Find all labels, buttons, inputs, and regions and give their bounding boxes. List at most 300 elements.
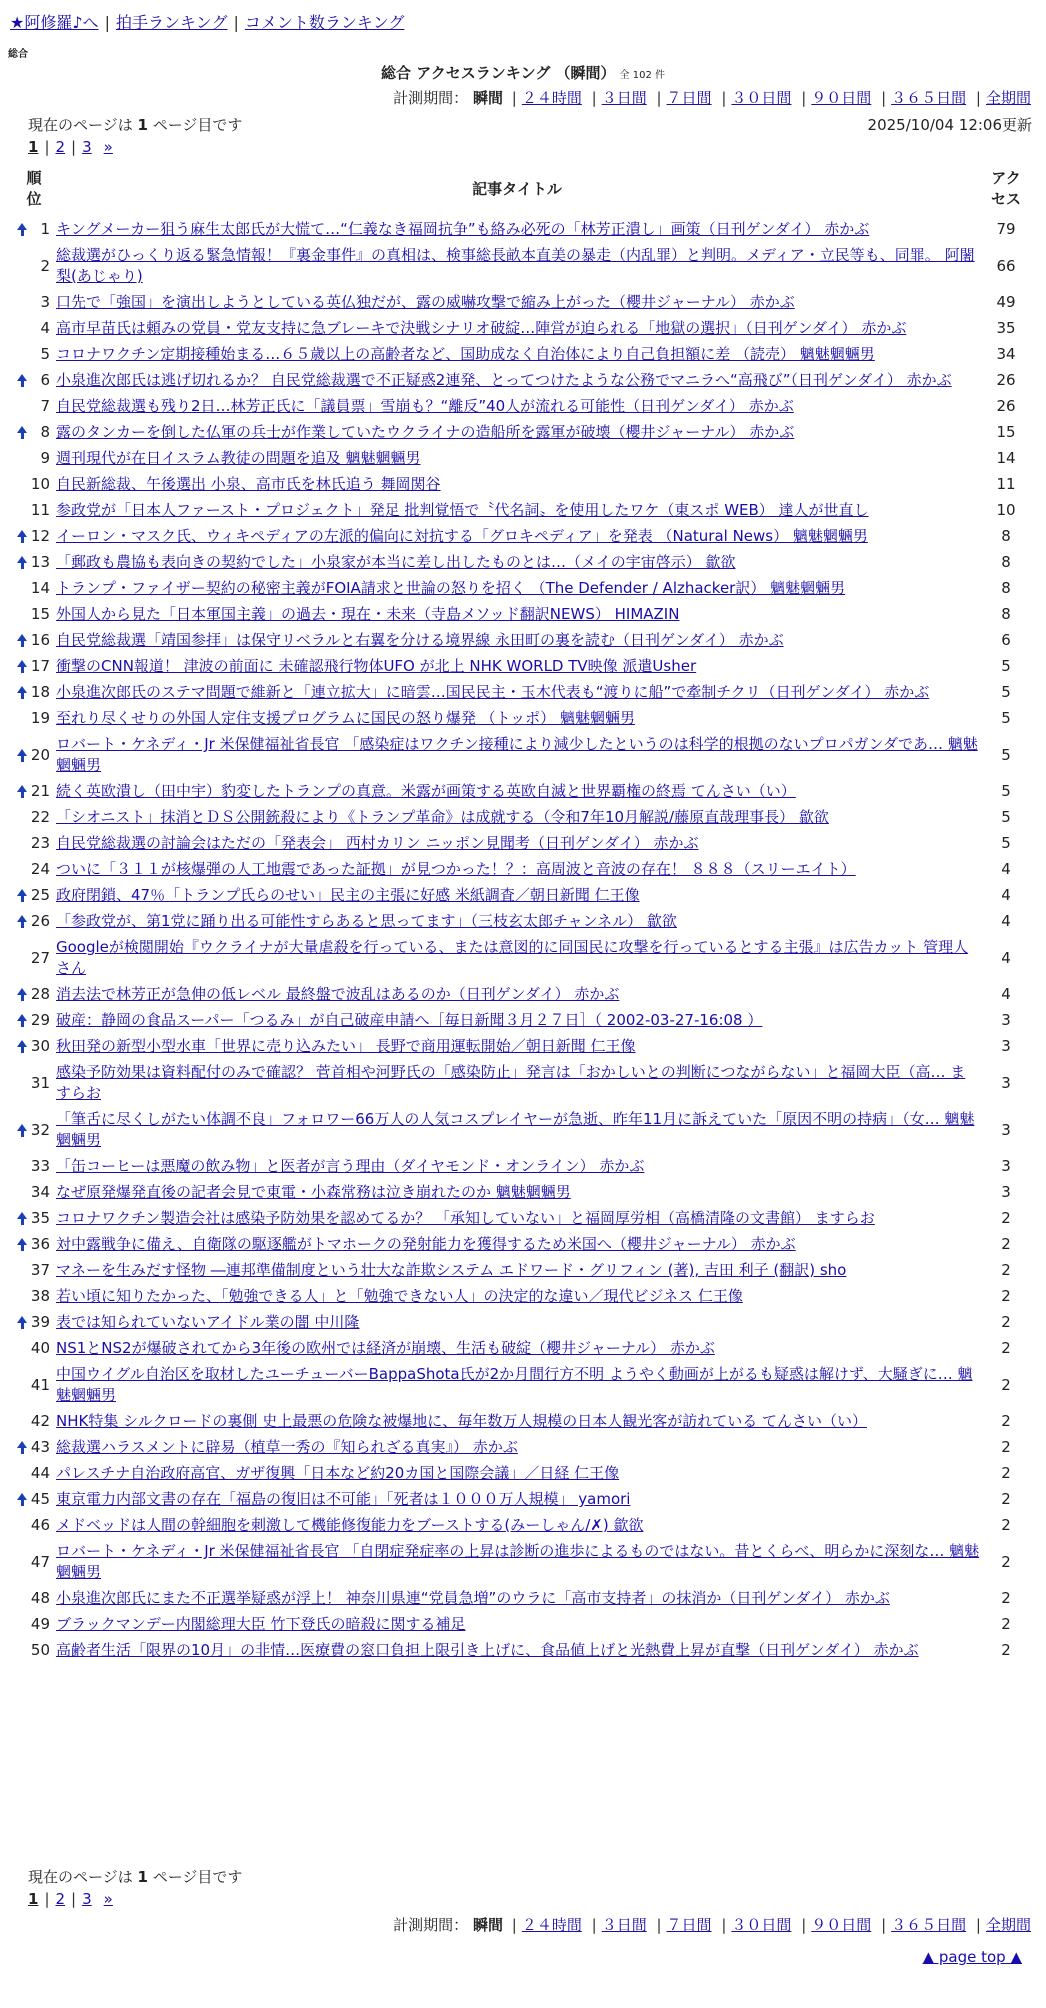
article-title-cell — [54, 1434, 980, 1460]
asyura-home-link[interactable]: ★阿修羅♪へ — [10, 13, 99, 32]
article-title-cell — [54, 1205, 980, 1231]
trend-cell — [14, 830, 30, 856]
access-count: 11 — [996, 475, 1016, 493]
page-title — [0, 62, 1046, 83]
access-count: 66 — [996, 256, 1016, 275]
rank-number: 39 — [30, 1313, 50, 1331]
ranking-title: 総合 アクセスランキング （瞬間） — [381, 64, 616, 82]
trend-cell — [14, 575, 30, 601]
table-row — [14, 1179, 1032, 1205]
rank-number: 41 — [30, 1375, 50, 1394]
access-count: 15 — [996, 423, 1016, 441]
article-title-cell — [54, 981, 980, 1007]
article-title-link[interactable]: 至れり尽くせりの外国人定住支援プログラムに国民の怒り爆発 （トッポ） 魑魅魍魎男 — [56, 709, 635, 727]
access-count: 2 — [1001, 1261, 1011, 1279]
article-title-link[interactable]: 続く英欧潰し（田中宇）豹変したトランプの真意。米露が画策する英欧自滅と世界覇権の終焉 てんさい（い） — [56, 782, 796, 800]
trend-cell — [14, 419, 30, 445]
article-title-link[interactable]: 若い頃に知りたかった、「勉強できる人」と「勉強できない人」の決定的な違い／現代ビジネス 仁王像 — [56, 1287, 743, 1305]
rank-number: 49 — [30, 1615, 50, 1633]
article-title-link[interactable]: 政府閉鎖、47％「トランプ氏らのせい」民主の主張に好感 米紙調査／朝日新聞 仁王像 — [56, 886, 640, 904]
trend-cell — [14, 523, 30, 549]
table-row — [14, 804, 1032, 830]
article-title-cell — [54, 778, 980, 804]
table-row — [14, 445, 1032, 471]
access-count: 8 — [1001, 579, 1011, 597]
article-title-cell — [54, 445, 980, 471]
trend-cell — [14, 653, 30, 679]
up-arrow-icon — [17, 785, 27, 792]
rank-number: 12 — [30, 527, 50, 545]
period-90d-link[interactable]: ９０日間 — [811, 1916, 872, 1934]
up-arrow-icon — [17, 1212, 27, 1219]
trend-cell — [14, 804, 30, 830]
trend-cell — [14, 1007, 30, 1033]
table-row — [14, 1486, 1032, 1512]
article-title-link[interactable]: 「シオニスト」抹消とＤＳ公開銃殺により《トランプ革命》は成就する（令和7年10月解説/藤原直哉理事長） 歙欲 — [56, 808, 829, 826]
up-arrow-icon — [17, 889, 27, 896]
article-title-cell — [54, 705, 980, 731]
article-title-link[interactable]: 「筆舌に尽くしがたい体調不良」フォロワー66万人の人気コスプレイヤーが急逝、昨年11月に訴えていた「原因不明の持病」（女… 魑魅魍魎男 — [56, 1110, 975, 1149]
access-count: 2 — [1001, 1589, 1011, 1607]
rank-number: 46 — [30, 1516, 50, 1534]
trend-cell — [14, 1460, 30, 1486]
article-title-link[interactable]: 週刊現代が在日イスラム教徒の問題を追及 魑魅魍魎男 — [56, 449, 421, 467]
article-title-link[interactable]: 口先で「強国」を演出しようとしている英仏独だが、露の威嚇攻撃で縮み上がった（櫻井ジャーナル） 赤かぶ — [56, 293, 795, 311]
item-count: 全 102 件 — [619, 70, 665, 81]
article-title-link[interactable]: 小泉進次郎氏のステマ問題で維新と「連立拡大」に暗雲…国民民主・玉木代表も“渡りに船”で牽制チクリ（日刊ゲンダイ） 赤かぶ — [56, 683, 930, 701]
rank-number: 31 — [30, 1073, 50, 1092]
rank-number: 13 — [30, 553, 50, 571]
access-count: 4 — [1001, 860, 1011, 878]
rank-number: 50 — [30, 1641, 50, 1659]
article-title-link[interactable]: 衝撃のCNN報道！ 津波の前面に 未確認飛行物体UFO が北上 NHK WORLD TV映像 派遣Usher — [56, 657, 697, 675]
access-count: 3 — [1001, 1183, 1011, 1201]
pager-page-2[interactable]: 2 — [55, 138, 66, 156]
access-count: 3 — [1001, 1157, 1011, 1175]
up-arrow-icon — [17, 1441, 27, 1448]
access-count: 3 — [1001, 1073, 1011, 1092]
article-title-cell — [54, 830, 980, 856]
rank-number: 30 — [30, 1037, 50, 1055]
period-90d-link[interactable]: ９０日間 — [811, 89, 872, 107]
table-row — [14, 1611, 1032, 1637]
access-count: 5 — [1001, 782, 1011, 800]
article-title-cell — [54, 419, 980, 445]
trend-cell — [14, 1361, 30, 1408]
current-page-text-bottom: 現在のページは 1 ページ目です — [28, 1868, 243, 1886]
period-7d-link[interactable]: ７日間 — [666, 1916, 712, 1934]
pager-page-2[interactable]: 2 — [55, 1890, 66, 1908]
rank-number: 8 — [40, 423, 50, 441]
rank-number: 44 — [30, 1464, 50, 1482]
rank-number: 22 — [30, 808, 50, 826]
trend-cell — [14, 471, 30, 497]
period-365d-link[interactable]: ３６５日間 — [891, 89, 967, 107]
current-page-text-top: 現在のページは 1 ページ目です — [28, 116, 243, 134]
access-count: 4 — [1001, 948, 1011, 967]
access-count: 3 — [1001, 1011, 1011, 1029]
table-row — [14, 705, 1032, 731]
trend-cell — [14, 981, 30, 1007]
pager-page-1[interactable]: 1 — [28, 138, 39, 156]
period-24h-link[interactable]: ２４時間 — [521, 89, 582, 107]
table-row — [14, 731, 1032, 778]
table-row — [14, 627, 1032, 653]
article-title-link[interactable]: コロナワクチン製造会社は感染予防効果を認めてるか？ 「承知していない」と福岡厚労相（高橋清隆の文書館） ますらお — [56, 1209, 875, 1227]
trend-cell — [14, 1059, 30, 1106]
article-title-link[interactable]: 感染予防効果は資料配付のみで確認？ 菅首相や河野氏の「感染防止」発言は「おかしいとの判断につながらない」と福岡大臣（高… ますらお — [56, 1063, 966, 1102]
period-all-link[interactable]: 全期間 — [985, 89, 1031, 107]
trend-cell — [14, 445, 30, 471]
article-title-link[interactable]: 対中露戦争に備え、自衛隊の駆逐艦がトマホークの発射能力を獲得するため米国へ（櫻井ジャーナル） 赤かぶ — [56, 1235, 796, 1253]
access-count: 49 — [996, 293, 1016, 311]
up-arrow-icon — [17, 426, 27, 433]
article-title-cell — [54, 1538, 980, 1585]
rank-number: 40 — [30, 1339, 50, 1357]
article-title-link[interactable]: 総裁選がひっくり返る緊急情報！『裏金事件』の真相は、検事総長畝本直美の暴走（内乱罪）と判明。メディア・立民等も、同罪。 阿闍梨(あじゃり) — [56, 246, 975, 285]
table-row — [14, 778, 1032, 804]
access-count: 35 — [996, 319, 1016, 337]
table-row — [14, 1153, 1032, 1179]
pager-next[interactable]: » — [103, 138, 113, 156]
article-title-link[interactable]: NS1とNS2が爆破されてから3年後の欧州では経済が崩壊、生活も破綻（櫻井ジャーナル） 赤かぶ — [56, 1339, 715, 1357]
rank-number: 35 — [30, 1209, 50, 1227]
trend-cell — [14, 934, 30, 981]
article-title-cell — [54, 1153, 980, 1179]
trend-cell — [14, 1585, 30, 1611]
trend-cell — [14, 1179, 30, 1205]
table-row — [14, 1434, 1032, 1460]
up-arrow-icon — [17, 374, 27, 381]
rank-number: 2 — [40, 256, 50, 275]
article-title-link[interactable]: 露のタンカーを倒した仏軍の兵士が作業していたウクライナの造船所を露軍が破壊（櫻井ジャーナル） 赤かぶ — [56, 423, 795, 441]
category-label: 総合 — [8, 49, 28, 60]
access-count: 14 — [996, 449, 1016, 467]
ranking-table-body — [14, 216, 1032, 1663]
table-row — [14, 882, 1032, 908]
article-title-cell — [54, 1637, 980, 1663]
ranking-table — [14, 162, 1032, 1663]
period-all-link[interactable]: 全期間 — [985, 1916, 1031, 1934]
access-count: 2 — [1001, 1490, 1011, 1508]
trend-cell — [14, 1231, 30, 1257]
article-title-link[interactable]: 高齢者生活「限界の10月」の非情…医療費の窓口負担上限引き上げに、食品値上げと光熱費上昇が直撃（日刊ゲンダイ） 赤かぶ — [56, 1641, 919, 1659]
period-365d-link[interactable]: ３６５日間 — [891, 1916, 967, 1934]
access-count: 8 — [1001, 605, 1011, 623]
page-top-link[interactable]: ▲ page top ▲ — [922, 1948, 1022, 1966]
rank-number: 17 — [30, 657, 50, 675]
article-title-link[interactable]: 自民党総裁選も残り2日…林芳正氏に「議員票」雪崩も？“離反”40人が流れる可能性（日刊ゲンダイ） 赤かぶ — [56, 397, 794, 415]
rank-number: 1 — [40, 220, 50, 238]
table-row — [14, 1106, 1032, 1153]
table-row — [14, 471, 1032, 497]
article-title-link[interactable]: 表では知られていないアイドル業の闇 中川隆 — [56, 1313, 360, 1331]
trend-cell — [14, 882, 30, 908]
pager-page-1[interactable]: 1 — [28, 1890, 39, 1908]
up-arrow-icon — [17, 660, 27, 667]
rank-number: 29 — [30, 1011, 50, 1029]
table-row — [14, 1257, 1032, 1283]
rank-number: 6 — [40, 371, 50, 389]
article-title-link[interactable]: ついに「３１１が核爆弾の人工地震であった証拠」が見つかった！？：高周波と音波の存在！ ８８８（スリーエイト） — [56, 860, 856, 878]
table-row — [14, 216, 1032, 242]
up-arrow-icon — [17, 1238, 27, 1245]
article-title-link[interactable]: 外国人から見た「日本軍国主義」の過去・現在・未来（寺島メソッド翻訳NEWS） HIMAZIN — [56, 605, 680, 623]
article-title-link[interactable]: 自民党総裁選「靖国参拝」は保守リベラルと右翼を分ける境界線 永田町の裏を読む（日刊ゲンダイ） 赤かぶ — [56, 631, 784, 649]
access-count: 2 — [1001, 1615, 1011, 1633]
trend-cell — [14, 1106, 30, 1153]
article-title-link[interactable]: マネーを生みだす怪物 ―連邦準備制度という壮大な詐欺システム エドワード・グリフィン (著), 吉田 利子 (翻訳) sho — [56, 1261, 847, 1279]
access-count: 26 — [996, 397, 1016, 415]
access-count: 2 — [1001, 1209, 1011, 1227]
applause-ranking-link[interactable]: 拍手ランキング — [115, 13, 228, 32]
up-arrow-icon — [17, 634, 27, 641]
access-count: 2 — [1001, 1464, 1011, 1482]
up-arrow-icon — [17, 530, 27, 537]
rank-number: 24 — [30, 860, 50, 878]
article-title-cell — [54, 804, 980, 830]
period-3d-link[interactable]: ３日間 — [601, 89, 647, 107]
article-title-cell — [54, 1512, 980, 1538]
article-title-cell — [54, 882, 980, 908]
updated-timestamp: 2025/10/04 12:06更新 — [867, 116, 1032, 134]
article-title-link[interactable]: 「缶コーヒーは悪魔の飲み物」と医者が言う理由（ダイヤモンド・オンライン） 赤かぶ — [56, 1157, 645, 1175]
trend-cell — [14, 1512, 30, 1538]
table-row — [14, 653, 1032, 679]
access-count: 2 — [1001, 1552, 1011, 1571]
up-arrow-icon — [17, 749, 27, 756]
table-row — [14, 341, 1032, 367]
trend-cell — [14, 1033, 30, 1059]
trend-cell — [14, 1434, 30, 1460]
article-title-cell — [54, 393, 980, 419]
article-title-cell — [54, 242, 980, 289]
article-title-link[interactable]: ロバート・ケネディ・Jr 米保健福祉省長官 「感染症はワクチン接種により減少したというのは科学的根拠のないプロパガンダであ… 魑魅魍魎男 — [56, 735, 978, 774]
pager-page-3[interactable]: 3 — [82, 138, 92, 156]
article-title-link[interactable]: NHK特集 シルクロードの裏側 史上最悪の危険な被爆地に、毎年数万人規模の日本人観光客が訪れている てんさい（い） — [56, 1412, 867, 1430]
article-title-cell — [54, 731, 980, 778]
article-title-cell — [54, 523, 980, 549]
article-title-link[interactable]: Googleが検閲開始『ウクライナが大量虐殺を行っている、または意図的に同国民に攻撃を行っているとする主張』は広告カット 管理人さん — [56, 938, 969, 977]
access-count: 5 — [1001, 834, 1011, 852]
access-count: 2 — [1001, 1641, 1011, 1659]
access-count: 2 — [1001, 1375, 1011, 1394]
rank-number: 47 — [30, 1552, 50, 1571]
article-title-link[interactable]: ブラックマンデー内閣総理大臣 竹下登氏の暗殺に関する補足 — [56, 1615, 466, 1633]
rank-number: 15 — [30, 605, 50, 623]
article-title-cell — [54, 679, 980, 705]
rank-header: 順位 — [26, 169, 42, 208]
trend-cell — [14, 705, 30, 731]
article-title-cell — [54, 908, 980, 934]
table-row — [14, 908, 1032, 934]
access-count: 2 — [1001, 1438, 1011, 1456]
trend-cell — [14, 1408, 30, 1434]
table-row — [14, 1460, 1032, 1486]
period-selector-top: 計測期間： 瞬間 | ２４時間 | ３日間 | ７日間 | ３０日間 | ９０日間 | ３６５日間 | 全期間 — [393, 89, 1031, 107]
table-row — [14, 1205, 1032, 1231]
period-24h-link[interactable]: ２４時間 — [521, 1916, 582, 1934]
table-row — [14, 856, 1032, 882]
access-count: 6 — [1001, 631, 1011, 649]
access-count: 2 — [1001, 1516, 1011, 1534]
article-title-cell — [54, 315, 980, 341]
up-arrow-icon — [17, 1493, 27, 1500]
rank-number: 16 — [30, 631, 50, 649]
article-title-link[interactable]: 東京電力内部文書の存在「福島の復旧は不可能」「死者は１０００万人規模」 yamori — [56, 1490, 631, 1508]
article-title-cell — [54, 1309, 980, 1335]
article-title-cell — [54, 497, 980, 523]
article-title-cell — [54, 1460, 980, 1486]
table-row — [14, 1538, 1032, 1585]
table-row — [14, 497, 1032, 523]
period-label: 計測期間： — [393, 1916, 469, 1934]
article-title-cell — [54, 1283, 980, 1309]
article-title-cell — [54, 1033, 980, 1059]
article-title-cell — [54, 471, 980, 497]
article-title-cell — [54, 1335, 980, 1361]
rank-number: 14 — [30, 579, 50, 597]
table-row — [14, 523, 1032, 549]
article-title-link[interactable]: 自民党総裁選の討論会はただの「発表会」 西村カリン ニッポン見聞考（日刊ゲンダイ） 赤かぶ — [56, 834, 699, 852]
article-title-cell — [54, 1179, 980, 1205]
trend-cell — [14, 1205, 30, 1231]
article-title-link[interactable]: 「郵政も農協も表向きの契約でした」小泉家が本当に差し出したものとは…（メイの宇宙啓示） 歙欲 — [56, 553, 736, 571]
trend-cell — [14, 497, 30, 523]
rank-number: 7 — [40, 397, 50, 415]
access-count: 4 — [1001, 886, 1011, 904]
article-title-link[interactable]: イーロン・マスク氏、ウィキペディアの左派的偏向に対抗する「グロキペディア」を発表 （Natural News） 魑魅魍魎男 — [56, 527, 868, 545]
pager-page-3[interactable]: 3 — [82, 1890, 92, 1908]
rank-number: 37 — [30, 1261, 50, 1279]
article-title-link[interactable]: パレスチナ自治政府高官、ガザ復興「日本など約20カ国と国際会議」／日経 仁王像 — [56, 1464, 620, 1482]
up-arrow-icon — [17, 988, 27, 995]
up-arrow-icon — [17, 556, 27, 563]
period-30d-link[interactable]: ３０日間 — [731, 89, 792, 107]
rank-number: 10 — [30, 475, 50, 493]
article-title-link[interactable]: なぜ原発爆発直後の記者会見で東電・小森常務は泣き崩れたのか 魑魅魍魎男 — [56, 1183, 571, 1201]
table-row — [14, 575, 1032, 601]
period-7d-link[interactable]: ７日間 — [666, 89, 712, 107]
title-header: 記事タイトル — [472, 179, 562, 198]
article-title-link[interactable]: メドベッドは人間の幹細胞を刺激して機能修復能力をブーストする(みーしゃん/✗) 歙欲 — [56, 1516, 644, 1534]
article-title-link[interactable]: ロバート・ケネディ・Jr 米保健福祉省長官 「自閉症発症率の上昇は診断の進歩によるものではない。昔とくらべ、明らかに深刻な… 魑魅魍魎男 — [56, 1542, 980, 1581]
article-title-link[interactable]: 小泉進次郎氏は逃げ切れるか？ 自民党総裁選で不正疑惑2連発、とってつけたような公務でマニラへ“高飛び”（日刊ゲンダイ） 赤かぶ — [56, 371, 952, 389]
article-title-link[interactable]: 「参政党が、第1党に踊り出る可能性すらあると思ってます」（三枝玄太郎チャンネル） 歙欲 — [56, 912, 677, 930]
trend-cell — [14, 315, 30, 341]
trend-cell — [14, 778, 30, 804]
table-row — [14, 393, 1032, 419]
trend-cell — [14, 731, 30, 778]
period-selector-bottom: 計測期間： 瞬間 | ２４時間 | ３日間 | ７日間 | ３０日間 | ９０日間 | ３６５日間 | 全期間 — [393, 1916, 1031, 1934]
table-row — [14, 679, 1032, 705]
article-title-link[interactable]: キングメーカー狙う麻生太郎氏が大慌て…“仁義なき福岡抗争”も絡み必死の「林芳正潰し」画策（日刊ゲンダイ） 赤かぶ — [56, 220, 870, 238]
table-row — [14, 419, 1032, 445]
trend-cell — [14, 679, 30, 705]
table-row — [14, 1637, 1032, 1663]
article-title-link[interactable]: コロナワクチン定期接種始まる…６５歳以上の高齢者など、国助成なく自治体により自己負担額に差 （読売） 魑魅魍魎男 — [56, 345, 875, 363]
access-count: 2 — [1001, 1313, 1011, 1331]
access-count: 5 — [1001, 683, 1011, 701]
trend-cell — [14, 1637, 30, 1663]
rank-number: 19 — [30, 709, 50, 727]
trend-cell — [14, 1538, 30, 1585]
article-title-link[interactable]: 自民新総裁、午後選出 小泉、高市氏を林氏追う 舞岡関谷 — [56, 475, 441, 493]
article-title-link[interactable]: トランプ・ファイザー契約の秘密主義がFOIA請求と世論の怒りを招く （The Defender / Alzhacker訳） 魑魅魍魎男 — [56, 579, 846, 597]
table-row — [14, 1231, 1032, 1257]
rank-number: 20 — [30, 745, 50, 764]
rank-number: 34 — [30, 1183, 50, 1201]
up-arrow-icon — [17, 915, 27, 922]
table-row — [14, 1408, 1032, 1434]
article-title-link[interactable]: 破産：静岡の食品スーパー「つるみ」が自己破産申請へ［毎日新聞３月２７日］（ 2002-03-27-16:08 ） — [56, 1011, 763, 1029]
pager-next[interactable]: » — [103, 1890, 113, 1908]
article-title-link[interactable]: 総裁選ハラスメントに辟易（植草一秀の『知られざる真実』） 赤かぶ — [56, 1438, 518, 1456]
access-count: 2 — [1001, 1287, 1011, 1305]
rank-number: 25 — [30, 886, 50, 904]
trend-cell — [14, 1611, 30, 1637]
trend-cell — [14, 242, 30, 289]
article-title-link[interactable]: 小泉進次郎氏にまた不正選挙疑惑が浮上！ 神奈川県連“党員急増”のウラに「高市支持者」の抹消か（日刊ゲンダイ） 赤かぶ — [56, 1589, 890, 1607]
rank-number: 33 — [30, 1157, 50, 1175]
rank-number: 9 — [40, 449, 50, 467]
article-title-link[interactable]: 秋田発の新型小型水車「世界に売り込みたい」 長野で商用運転開始／朝日新聞 仁王像 — [56, 1037, 636, 1055]
period-30d-link[interactable]: ３０日間 — [731, 1916, 792, 1934]
table-row — [14, 315, 1032, 341]
trend-cell — [14, 216, 30, 242]
article-title-cell — [54, 289, 980, 315]
article-title-cell — [54, 1486, 980, 1512]
up-arrow-icon — [17, 1014, 27, 1021]
article-title-link[interactable]: 消去法で林芳正が急伸の低レベル 最終盤で波乱はあるのか（日刊ゲンダイ） 赤かぶ — [56, 985, 620, 1003]
access-count: 5 — [1001, 745, 1011, 764]
rank-number: 42 — [30, 1412, 50, 1430]
trend-cell — [14, 856, 30, 882]
article-title-link[interactable]: 高市早苗氏は頼みの党員・党友支持に急ブレーキで決戦シナリオ破綻…陣営が迫られる「地獄の選択」（日刊ゲンダイ） 赤かぶ — [56, 319, 907, 337]
up-arrow-icon — [17, 223, 27, 230]
table-row — [14, 1335, 1032, 1361]
article-title-cell — [54, 1059, 980, 1106]
trend-cell — [14, 341, 30, 367]
rank-number: 26 — [30, 912, 50, 930]
trend-cell — [14, 549, 30, 575]
table-header-row — [14, 162, 1032, 216]
access-count: 2 — [1001, 1339, 1011, 1357]
rank-number: 21 — [30, 782, 50, 800]
article-title-cell — [54, 934, 980, 981]
table-row — [14, 1361, 1032, 1408]
table-row — [14, 1512, 1032, 1538]
trend-cell — [14, 601, 30, 627]
access-count: 8 — [1001, 527, 1011, 545]
article-title-cell — [54, 653, 980, 679]
article-title-link[interactable]: 中国ウイグル自治区を取材したユーチューバーBappaShota氏が2か月間行方不明 ようやく動画が上がるも疑惑は解けず、大騒ぎに… 魑魅魍魎男 — [56, 1365, 973, 1404]
rank-number: 38 — [30, 1287, 50, 1305]
article-title-cell — [54, 1231, 980, 1257]
table-row — [14, 1059, 1032, 1106]
access-count: 5 — [1001, 808, 1011, 826]
article-title-link[interactable]: 参政党が「日本人ファースト・プロジェクト」発足 批判覚悟で〝代名詞〟を使用したワケ（東スポ WEB） 達人が世直し — [56, 501, 869, 519]
comment-ranking-link[interactable]: コメント数ランキング — [244, 13, 405, 32]
access-count: 3 — [1001, 1037, 1011, 1055]
article-title-cell — [54, 549, 980, 575]
period-3d-link[interactable]: ３日間 — [601, 1916, 647, 1934]
access-count: 3 — [1001, 1120, 1011, 1139]
trend-cell — [14, 627, 30, 653]
table-row — [14, 830, 1032, 856]
trend-cell — [14, 908, 30, 934]
access-count: 5 — [1001, 709, 1011, 727]
